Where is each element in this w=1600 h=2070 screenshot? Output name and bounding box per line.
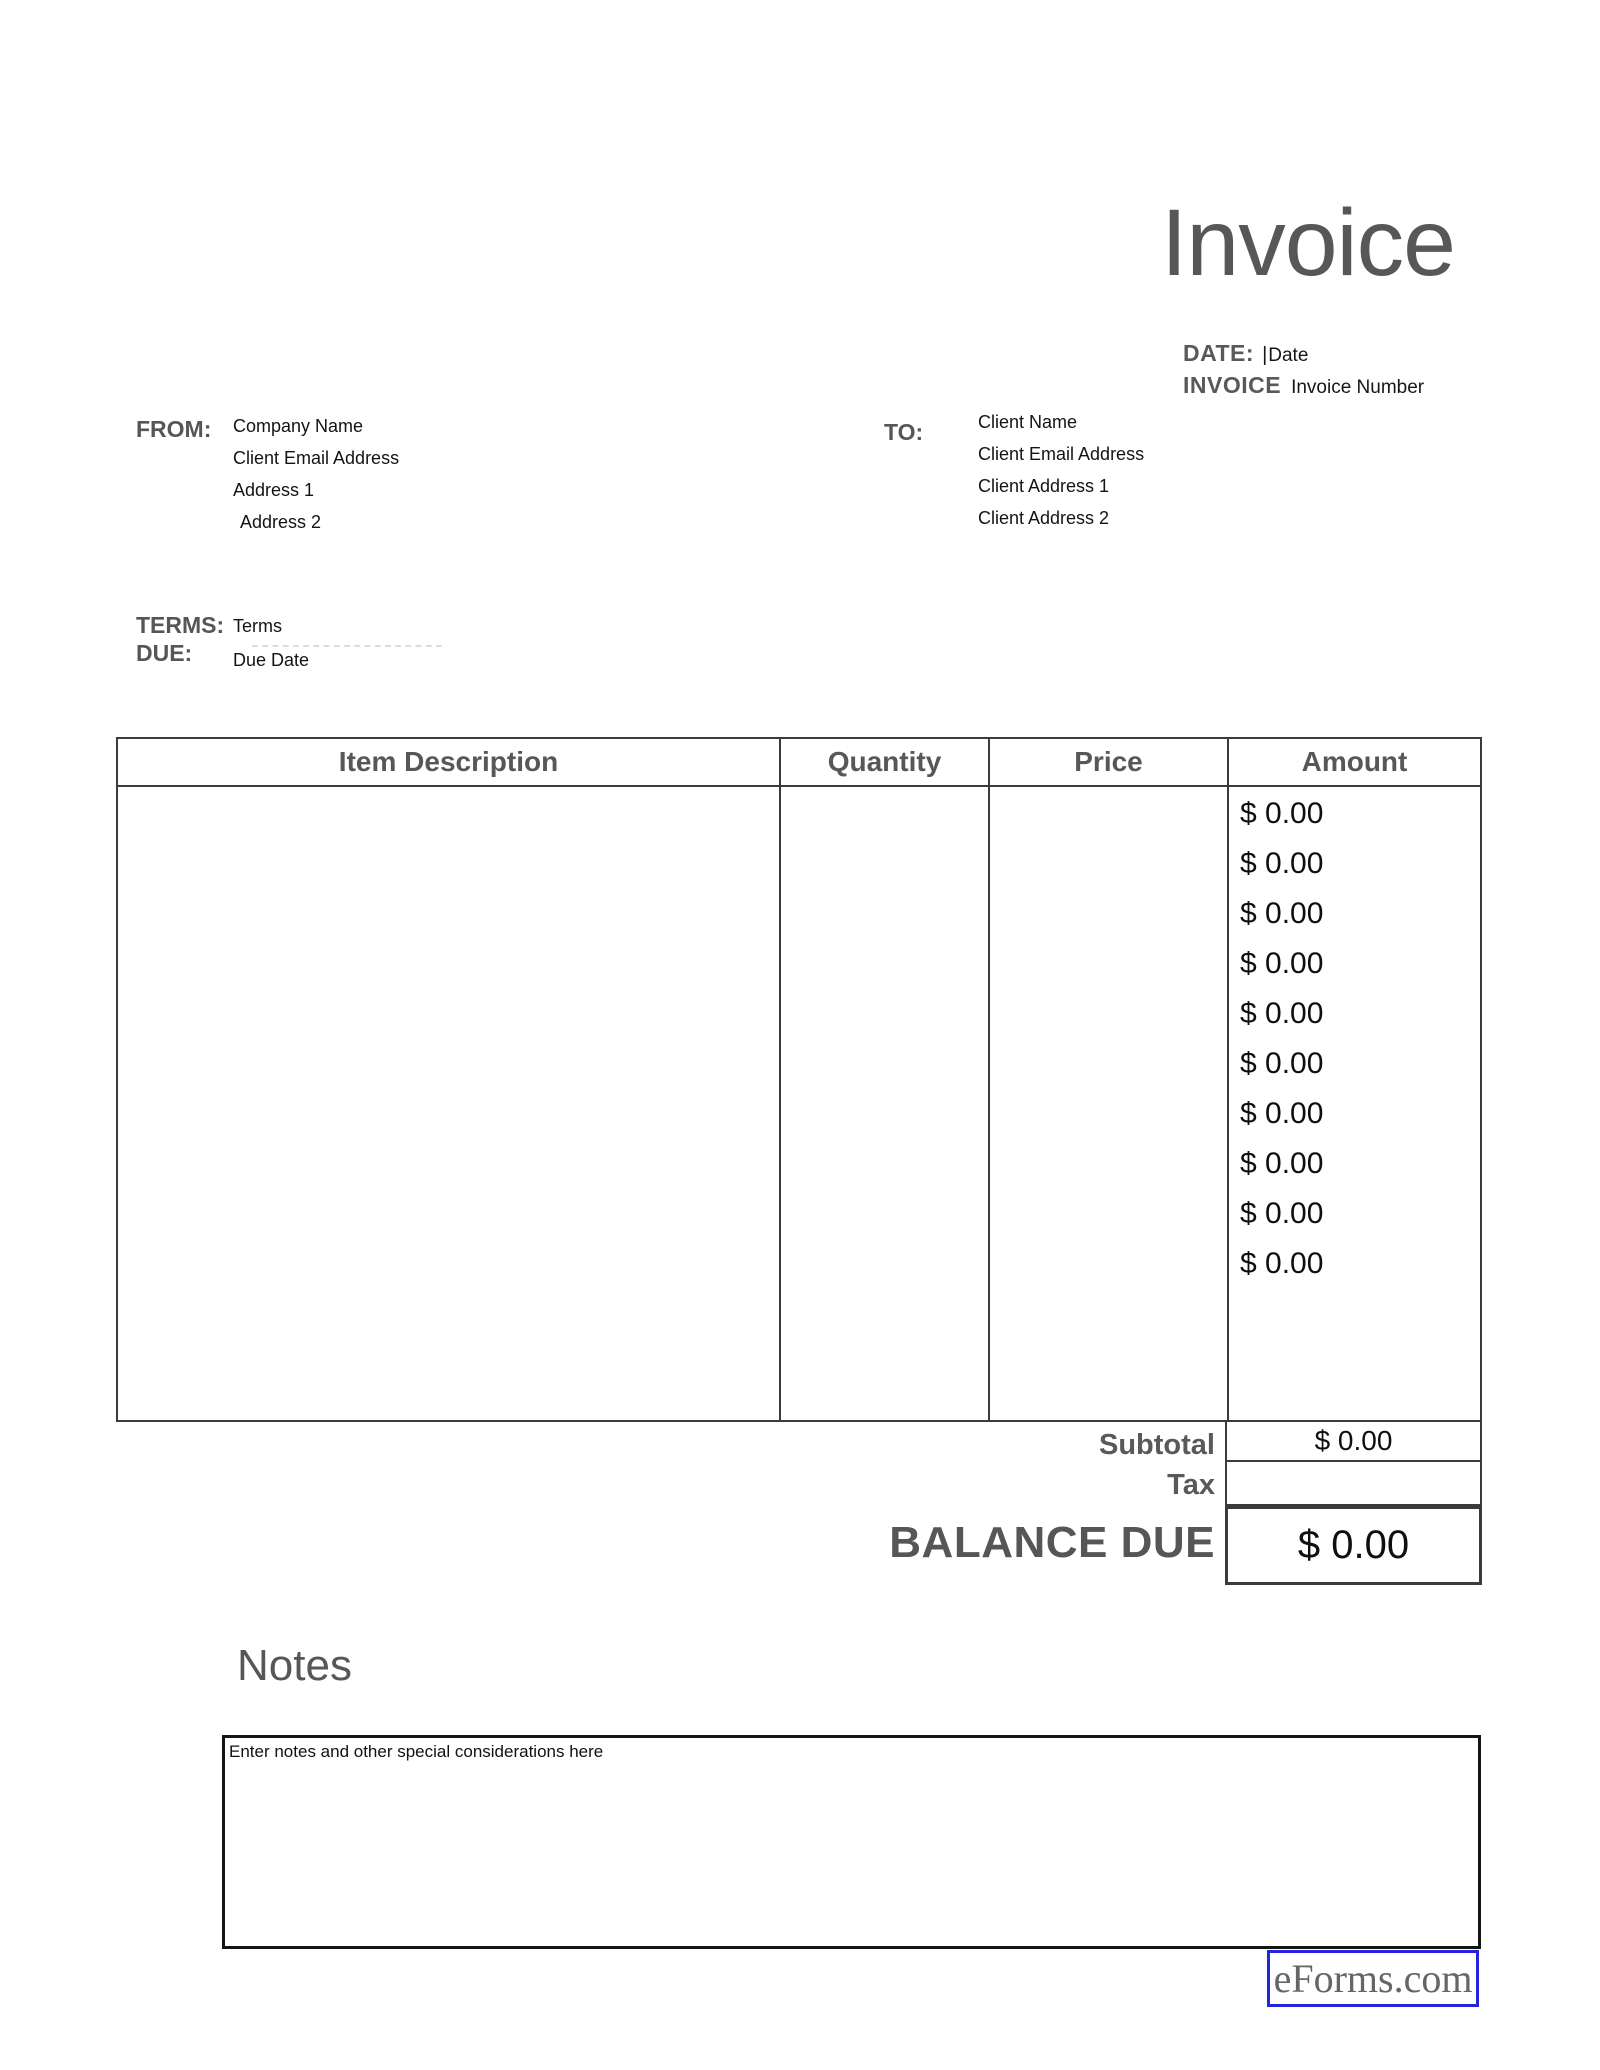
from-email-field[interactable]: Client Email Address [233, 448, 400, 468]
invoice-number-row [1183, 372, 1424, 399]
subtotal-label: Subtotal [1099, 1429, 1215, 1461]
date-field[interactable]: Date [1268, 345, 1309, 366]
from-fields [233, 410, 399, 538]
amount-value: $ 0.00 [1240, 897, 1324, 930]
terms-label: TERMS: [136, 612, 225, 638]
balance-due-label: BALANCE DUE [889, 1518, 1215, 1567]
eforms-link[interactable] [1267, 1950, 1479, 2007]
amount-value: $ 0.00 [1240, 797, 1324, 830]
amount-value: $ 0.00 [1240, 1247, 1324, 1280]
amount-value: $ 0.00 [1240, 847, 1324, 880]
eforms-logo-text: eForms.com [1273, 1955, 1473, 2001]
page-title: Invoice [1160, 190, 1455, 296]
balance-due-cell: $ 0.00 [1225, 1506, 1482, 1585]
amount-value: $ 0.00 [1240, 997, 1324, 1030]
notes-textarea[interactable] [222, 1735, 1481, 1949]
text-cursor: | [1262, 344, 1268, 366]
items-table-body [118, 787, 1480, 1420]
to-address1-field[interactable]: Client Address 1 [978, 476, 1110, 496]
items-table-header [118, 739, 1480, 787]
date-label: DATE: [1183, 340, 1255, 366]
invoice-number-label: INVOICE [1183, 372, 1282, 398]
header-item-description: Item Description [118, 739, 781, 785]
tax-field[interactable] [1225, 1460, 1482, 1506]
tax-label: Tax [1167, 1469, 1215, 1501]
header-price: Price [990, 739, 1229, 785]
from-company-field[interactable]: Company Name [233, 416, 364, 436]
to-address2-field[interactable]: Client Address 2 [978, 508, 1110, 528]
quantity-column[interactable] [781, 787, 990, 1420]
amount-value: $ 0.00 [1240, 1097, 1324, 1130]
terms-field[interactable]: Terms [233, 616, 282, 636]
header-quantity: Quantity [781, 739, 990, 785]
header-amount: Amount [1301, 746, 1408, 777]
due-date-field[interactable]: Due Date [233, 650, 310, 670]
amount-value: $ 0.00 [1240, 1147, 1324, 1180]
to-email-field[interactable]: Client Email Address [978, 444, 1145, 464]
amount-column [1229, 787, 1480, 1420]
from-address1-field[interactable]: Address 1 [233, 480, 315, 500]
terms-divider [252, 645, 442, 647]
due-label: DUE: [136, 640, 193, 666]
from-address2-field[interactable]: Address 2 [240, 512, 322, 532]
to-label: TO: [884, 419, 924, 445]
amount-value: $ 0.00 [1240, 947, 1324, 980]
invoice-number-field[interactable]: Invoice Number [1291, 377, 1425, 398]
invoice-meta [1183, 340, 1424, 404]
item-description-column[interactable] [118, 787, 781, 1420]
to-client-name-field[interactable]: Client Name [978, 412, 1078, 432]
amount-value: $ 0.00 [1240, 1047, 1324, 1080]
items-table [116, 737, 1482, 1422]
amount-value: $ 0.00 [1240, 1197, 1324, 1230]
from-label: FROM: [136, 416, 212, 442]
to-fields [978, 406, 1144, 534]
notes-heading: Notes [237, 1641, 352, 1690]
notes-placeholder: Enter notes and other special considerations here [229, 1742, 604, 1761]
subtotal-cell: $ 0.00 [1225, 1420, 1482, 1462]
price-column[interactable] [990, 787, 1229, 1420]
date-row [1183, 340, 1424, 367]
